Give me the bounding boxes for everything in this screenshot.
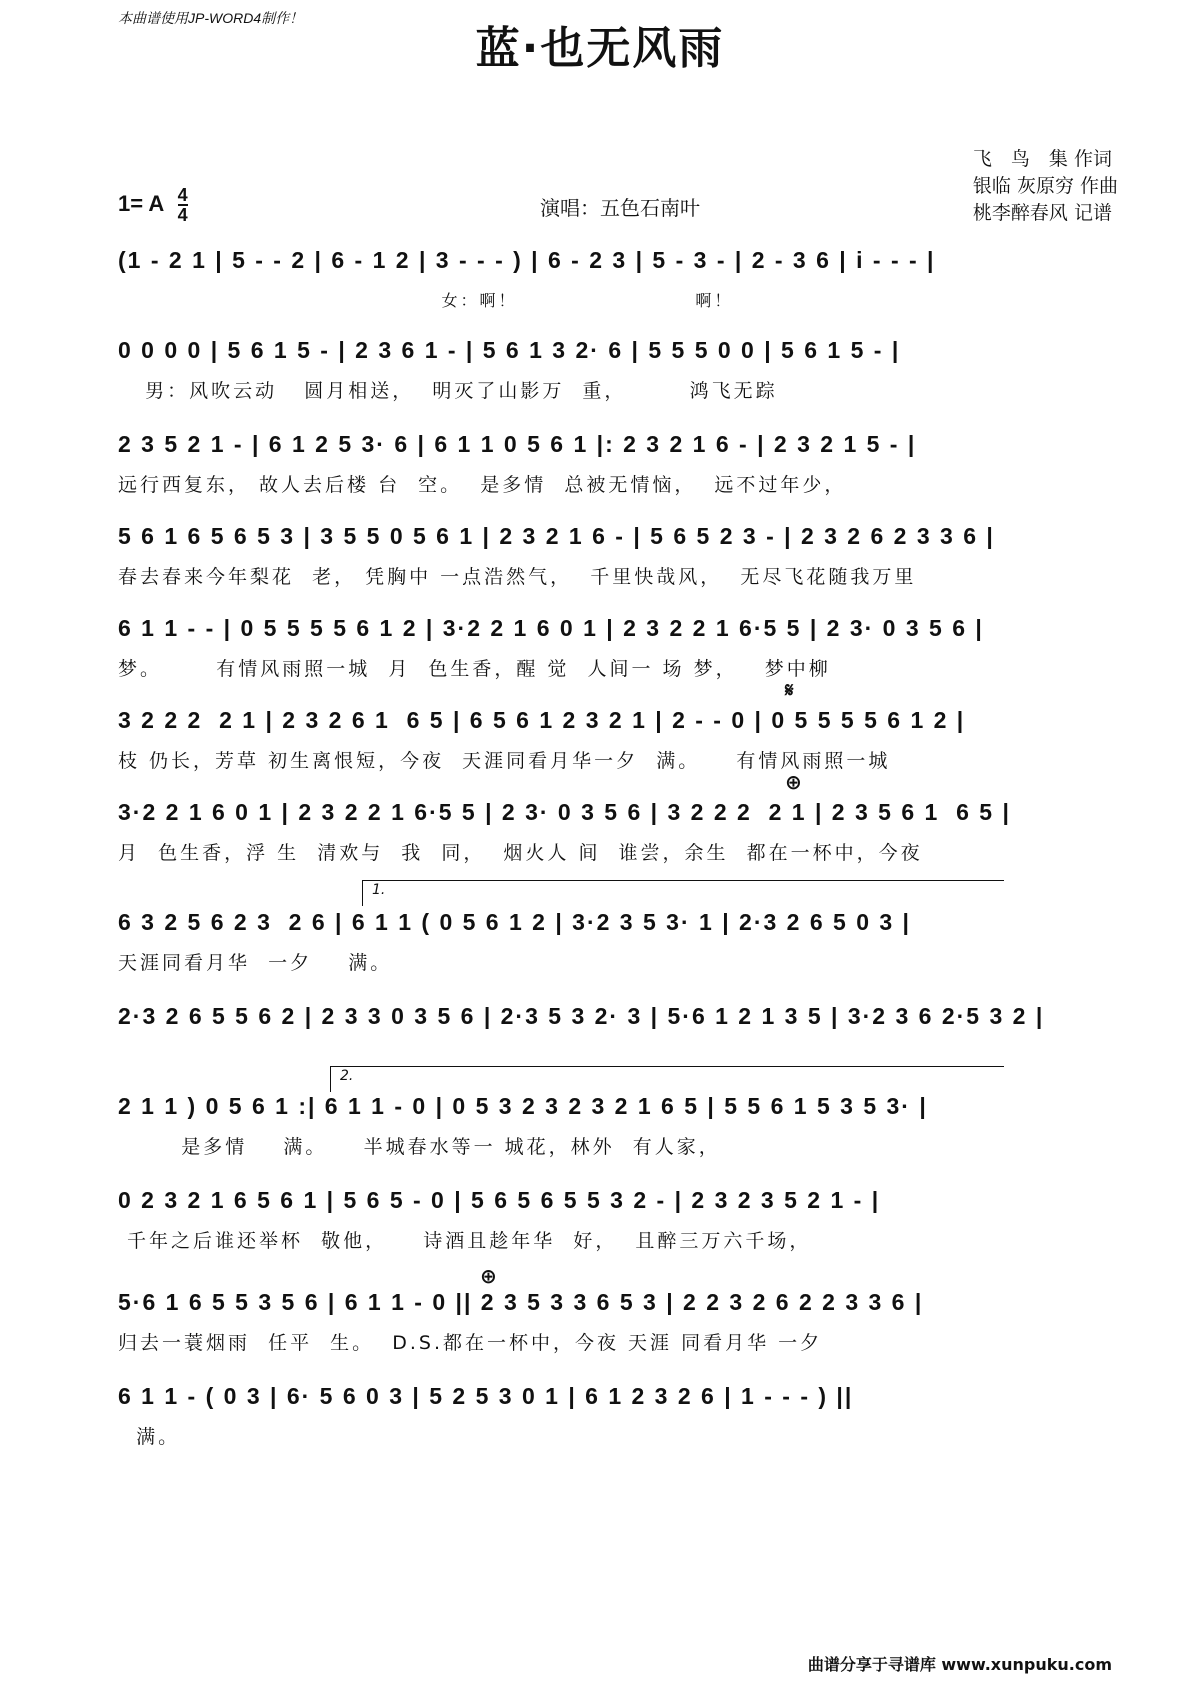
score-line [118, 330, 1090, 414]
lyric-row: 男：风吹云动 圆月相送， 明灭了山影万 重， 鸿飞无踪 [118, 380, 778, 402]
key-signature [118, 186, 188, 224]
volta-1-bracket-start [362, 880, 363, 906]
notation-row: 0 2 3 2 1 6 5 6 1 | 5 6 5 - 0 | 5 6 5 6 5 5 3 2 - | 2 3 2 3 5 2 1 - | [118, 1187, 881, 1213]
notation-row: 2 3 5 2 1 - | 6 1 2 5 3· 6 | 6 1 1 0 5 6 1 |: 2 3 2 1 6 - | 2 3 2 1 5 - | [118, 431, 917, 457]
score-line [118, 700, 1090, 784]
score-line [118, 424, 1090, 508]
transcriber-credit: 桃李醉春风 记谱 [972, 202, 1112, 224]
score-line [118, 902, 1090, 986]
notation-row: 6 3 2 5 6 2 3 2 6 | 6 1 1 ( 0 5 6 1 2 | 3·2 3 5 3· 1 | 2·3 2 6 5 0 3 | [118, 909, 911, 935]
software-note: 本曲谱使用JP-WORD4制作！ [118, 10, 304, 26]
coda-mark-1: ⊕ [785, 770, 802, 794]
lyric-row: 梦。 有情风雨照一城 月 色生香，醒 觉 人间一 场 梦， 梦中柳 [118, 658, 831, 680]
volta-1-label: 1. [372, 882, 386, 898]
notation-row: 2 1 1 ) 0 5 6 1 :| 6 1 1 - 0 | 0 5 3 2 3 2 3 2 1 6 5 | 5 5 6 1 5 3 5 3· | [118, 1093, 928, 1119]
singer-credit: 演唱：五色石南叶 [540, 196, 700, 220]
composer-credit: 银临 灰原穷 作曲 [972, 175, 1118, 197]
volta-1-bracket [362, 880, 1004, 881]
lyric-row: 是多情 满。 半城春水等一 城花，林外 有人家， [118, 1136, 721, 1158]
lyric-row: 远行西复东， 故人去后楼 台 空。 是多情 总被无情恼， 远不过年少， [118, 474, 847, 496]
credits [973, 146, 1118, 227]
score-line [118, 1376, 1090, 1460]
notation-row: 3·2 2 1 6 0 1 | 2 3 2 2 1 6·5 5 | 2 3· 0 3 5 6 | 3 2 2 2 2 1 | 2 3 5 6 1 6 5 | [118, 799, 1011, 825]
lyric-row [118, 1042, 1090, 1072]
notation-row: 5 6 1 6 5 6 5 3 | 3 5 5 0 5 6 1 | 2 3 2 1 6 - | 5 6 5 2 3 - | 2 3 2 6 2 3 3 6 | [118, 523, 995, 549]
lyric-row: 枝 仍长，芳草 初生离恨短，今夜 天涯同看月华一夕 满。 有情风雨照一城 [118, 750, 891, 772]
notation-row: 5·6 1 6 5 5 3 5 6 | 6 1 1 - 0 || 2 3 5 3 3 6 5 3 | 2 2 3 2 6 2 2 3 3 6 | [118, 1289, 924, 1315]
volta-2-bracket [330, 1066, 1004, 1067]
score-line [118, 1282, 1090, 1366]
score-line [118, 1086, 1090, 1170]
key-label: 1= A [118, 190, 164, 216]
lyric-row: 月 色生香，浮 生 清欢与 我 同， 烟火人 间 谁尝，余生 都在一杯中，今夜 [118, 842, 923, 864]
score-line [118, 516, 1090, 600]
lyric-row: 女：啊！ 啊！ [118, 291, 734, 310]
lyricist-credit: 飞 鸟 集 作词 [972, 148, 1112, 170]
score-line [118, 240, 1090, 324]
score-line [118, 608, 1090, 692]
volta-2-label: 2. [340, 1068, 354, 1084]
song-title: 蓝·也无风雨 [475, 23, 725, 74]
notation-row: 6 1 1 - - | 0 5 5 5 5 6 1 2 | 3·2 2 1 6 0 1 | 2 3 2 2 1 6·5 5 | 2 3· 0 3 5 6 | [118, 615, 984, 641]
lyric-row: 春去春来今年梨花 老， 凭胸中 一点浩然气， 千里快哉风， 无尽飞花随我万里 [118, 566, 917, 588]
score-line [118, 1180, 1090, 1264]
lyric-row: 满。 [118, 1426, 181, 1448]
notation-row: 2·3 2 6 5 5 6 2 | 2 3 3 0 3 5 6 | 2·3 5 3 2· 3 | 5·6 1 2 1 3 5 | 3·2 3 6 2·5 3 2 | [118, 1003, 1045, 1029]
segno-mark: 𝄋 [785, 678, 794, 702]
volta-2-bracket-start [330, 1066, 331, 1092]
coda-mark-2: ⊕ [480, 1264, 497, 1288]
notation-row: 6 1 1 - ( 0 3 | 6· 5 6 0 3 | 5 2 5 3 0 1 | 6 1 2 3 2 6 | 1 - - - ) || [118, 1383, 854, 1409]
notation-row: 0 0 0 0 | 5 6 1 5 - | 2 3 6 1 - | 5 6 1 3 2· 6 | 5 5 5 0 0 | 5 6 1 5 - | [118, 337, 901, 363]
notation-row: 3 2 2 2 2 1 | 2 3 2 6 1 6 5 | 6 5 6 1 2 3 2 1 | 2 - - 0 | 0 5 5 5 5 6 1 2 | [118, 707, 966, 733]
lyric-row: 天涯同看月华 一夕 满。 [118, 952, 393, 974]
time-signature [178, 186, 188, 224]
notation-row: (1 - 2 1 | 5 - - 2 | 6 - 1 2 | 3 - - - ) | 6 - 2 3 | 5 - 3 - | 2 - 3 6 | i - - - | [118, 247, 936, 273]
lyric-row: 千年之后谁还举杯 敬他， 诗酒且趁年华 好， 且醉三万六千场， [118, 1230, 812, 1252]
lyric-row: 归去一蓑烟雨 任平 生。 D.S.都在一杯中，今夜 天涯 同看月华 一夕 [118, 1332, 823, 1354]
footer-credit: 曲谱分享于寻谱库 www.xunpuku.com [807, 1655, 1112, 1674]
score-line [118, 996, 1090, 1080]
time-numerator: 4 [177, 185, 188, 205]
score-line [118, 792, 1090, 876]
time-denominator: 4 [177, 205, 188, 225]
